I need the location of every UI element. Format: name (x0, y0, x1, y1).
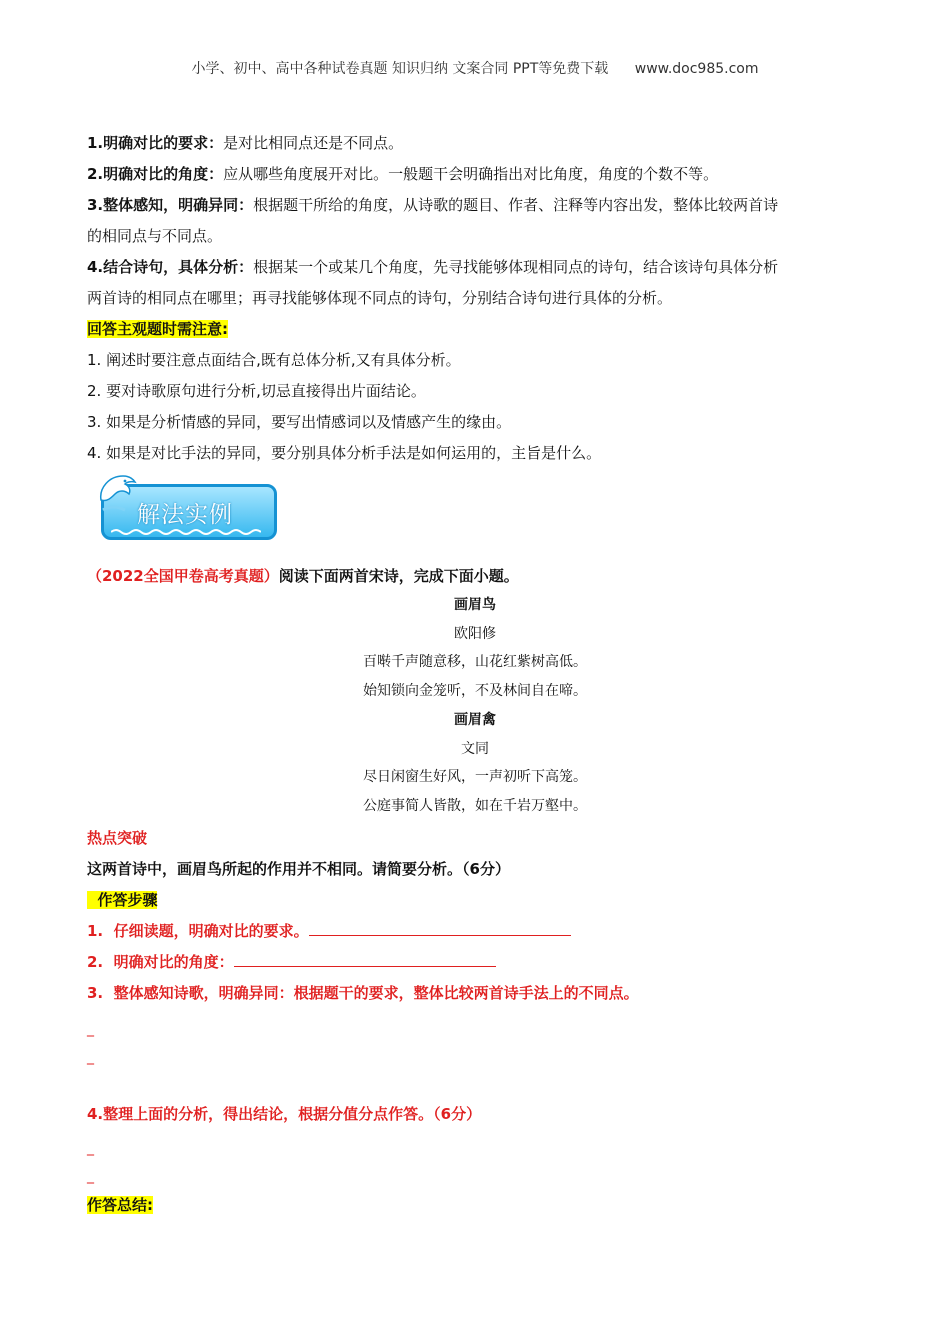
answer-line[interactable]: _ (87, 1139, 94, 1156)
question-source: （2022全国甲卷高考真题） (87, 567, 279, 585)
step-3: 3.整体感知，明确异同：根据题干所给的角度，从诗歌的题目、作者、注释等内容出发，整体比较两首诗 (87, 196, 779, 214)
banner-label: 解法实例 (137, 502, 233, 528)
poem-title: 画眉禽 (454, 711, 496, 728)
header-text: 小学、初中、高中各种试卷真题 知识归纳 文案合同 PPT等免费下载 (191, 61, 609, 77)
question-text: 这两首诗中，画眉鸟所起的作用并不相同。请简要分析。（6分） (87, 859, 510, 878)
answer-blank[interactable] (309, 921, 571, 936)
answer-line[interactable]: _ (87, 1167, 94, 1184)
method-section (87, 128, 867, 469)
question-intro: 阅读下面两首宋诗，完成下面小题。 (278, 567, 519, 585)
page-header (0, 58, 950, 78)
answer-steps-title: 作答步骤 (87, 890, 158, 909)
step-4: 4.结合诗句，具体分析：根据某一个或某几个角度，先寻找能够体现相同点的诗句，结合该诗句具体分析 (87, 258, 779, 276)
poem-line: 尽日闲窗生好风，一声初听下高笼。 (363, 769, 587, 786)
answer-step-1: 1. 仔细读题，明确对比的要求。 (87, 916, 867, 947)
poem-line: 百啭千声随意移，山花红紫树高低。 (363, 654, 587, 671)
notice-4: 4. 如果是对比手法的异同，要分别具体分析手法是如何运用的，主旨是什么。 (87, 444, 602, 462)
step-4-cont: 两首诗的相同点在哪里；再寻找能够体现不同点的诗句，分别结合诗句进行具体的分析。 (87, 289, 673, 307)
poem-1 (87, 591, 867, 706)
step-3-cont: 的相同点与不同点。 (87, 227, 223, 245)
answer-line[interactable]: _ (87, 1020, 94, 1037)
dolphin-icon (95, 470, 141, 516)
notice-title: 回答主观题时需注意: (87, 320, 228, 338)
example-section (87, 561, 867, 1221)
step-1: 1.明确对比的要求：是对比相同点还是不同点。 (87, 134, 404, 152)
poem-author: 文同 (461, 740, 489, 757)
step-2: 2.明确对比的角度：应从哪些角度展开对比。一般题干会明确指出对比角度，角度的个数不等。 (87, 165, 719, 183)
answer-step-3: 3. 整体感知诗歌，明确异同：根据题干的要求，整体比较两首诗手法上的不同点。 (87, 983, 639, 1002)
wave-icon (111, 528, 261, 536)
poem-2 (87, 706, 867, 821)
answer-step-2: 2. 明确对比的角度： (87, 947, 867, 978)
notice-3: 3. 如果是分析情感的异同，要写出情感词以及情感产生的缘由。 (87, 413, 512, 431)
notice-2: 2. 要对诗歌原句进行分析,切忌直接得出片面结论。 (87, 382, 426, 400)
hot-title: 热点突破 (87, 828, 148, 847)
poem-line: 公庭事简人皆散，如在千岩万壑中。 (363, 797, 587, 814)
question-header (87, 561, 867, 592)
answer-blank[interactable] (234, 952, 496, 967)
notice-1: 1. 阐述时要注意点面结合,既有总体分析,又有具体分析。 (87, 351, 461, 369)
answer-step-4: 4.整理上面的分析，得出结论，根据分值分点作答。（6分） (87, 1104, 482, 1123)
summary-title: 作答总结: (87, 1195, 153, 1214)
answer-line[interactable]: _ (87, 1048, 94, 1065)
solution-banner (97, 470, 281, 550)
poem-title: 画眉鸟 (454, 597, 496, 613)
header-url[interactable]: www.doc985.com (634, 61, 759, 77)
poem-author: 欧阳修 (454, 625, 496, 642)
poem-line: 始知锁向金笼听，不及林间自在啼。 (363, 683, 587, 700)
